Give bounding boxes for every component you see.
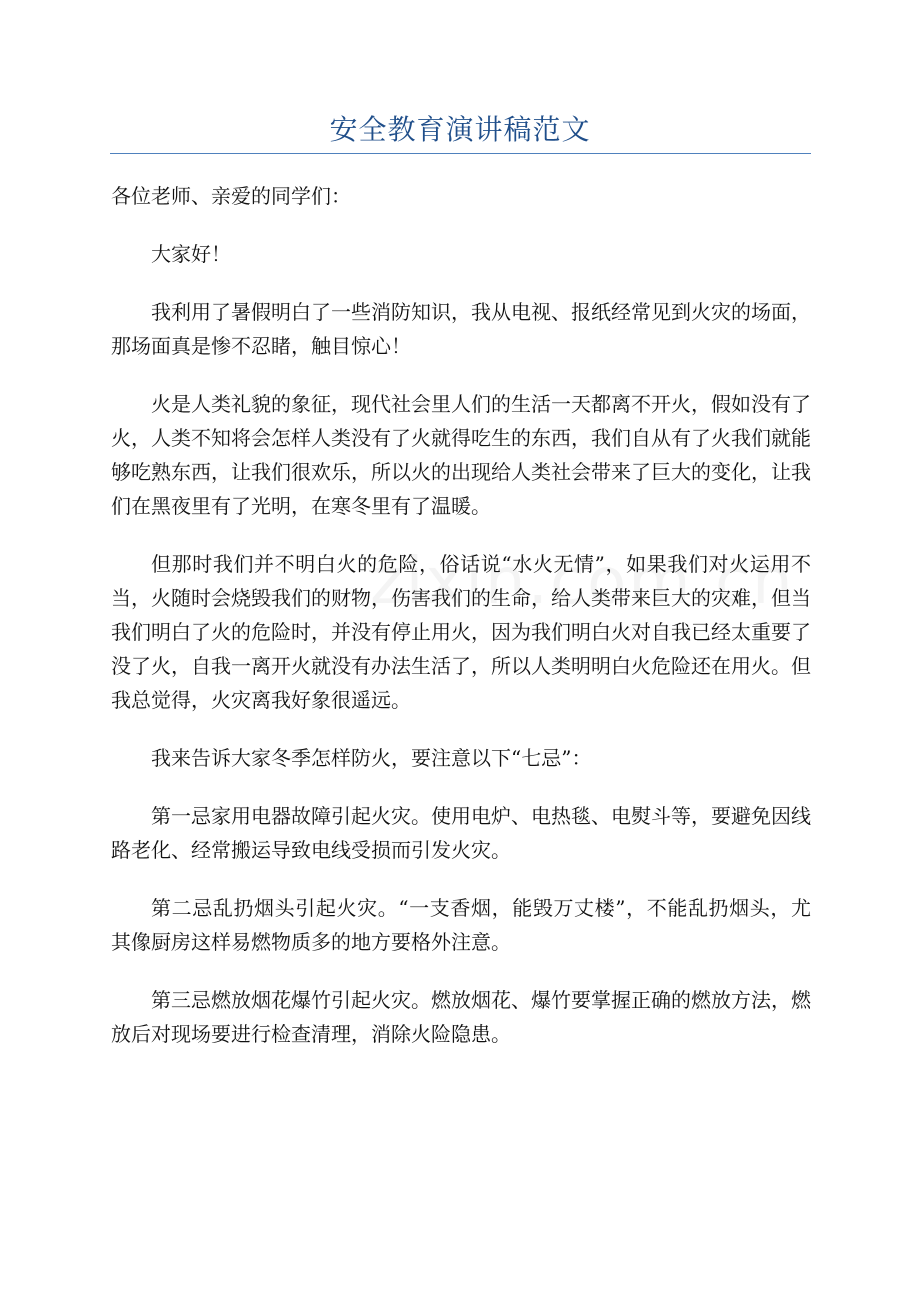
paragraph-8: 第三忌燃放烟花爆竹引起火灾。燃放烟花、爆竹要掌握正确的燃放方法，燃放后对现场要进行检查清理，消除火险隐患。 xyxy=(111,988,811,1046)
paragraph-5: 我来告诉大家冬季怎样防火，要注意以下“七忌”： xyxy=(151,746,592,770)
paragraph-6: 第一忌家用电器故障引起火灾。使用电炉、电热毯、电熨斗等，要避免因线路老化、经常搬运导致电线受损而引发火灾。 xyxy=(111,804,811,862)
paragraph-7: 第二忌乱扔烟头引起火灾。“一支香烟，能毁万丈楼”，不能乱扔烟头，尤其像厨房这样易燃物质多的地方要格外注意。 xyxy=(111,896,811,954)
greeting: 各位老师、亲爱的同学们： xyxy=(111,184,351,208)
document-title: 安全教育演讲稿范文 xyxy=(329,113,591,146)
paragraph-1: 大家好！ xyxy=(151,242,231,266)
paragraph-2: 我利用了暑假明白了一些消防知识，我从电视、报纸经常见到火灾的场面，那场面真是惨不忍睹，触目惊心！ xyxy=(111,300,811,358)
title-underline xyxy=(110,153,811,154)
paragraph-4: 但那时我们并不明白火的危险，俗话说“水火无情”，如果我们对火运用不当，火随时会烧毁我们的财物，伤害我们的生命，给人类带来巨大的灾难，但当我们明白了火的危险时，并没有停止用火，因为我们明白火对自我已经太重要了没了火，自我一离开火就没有办法生活了，所以人类明明白火危险还在用火。但我总觉得，火灾离我好象很遥远。 xyxy=(111,552,811,712)
document-body xyxy=(111,179,811,1075)
paragraph-3: 火是人类礼貌的象征，现代社会里人们的生活一天都离不开火，假如没有了火，人类不知将会怎样人类没有了火就得吃生的东西，我们自从有了火我们就能够吃熟东西，让我们很欢乐，所以火的出现给人类社会带来了巨大的变化，让我们在黑夜里有了光明，在寒冬里有了温暖。 xyxy=(111,392,811,518)
